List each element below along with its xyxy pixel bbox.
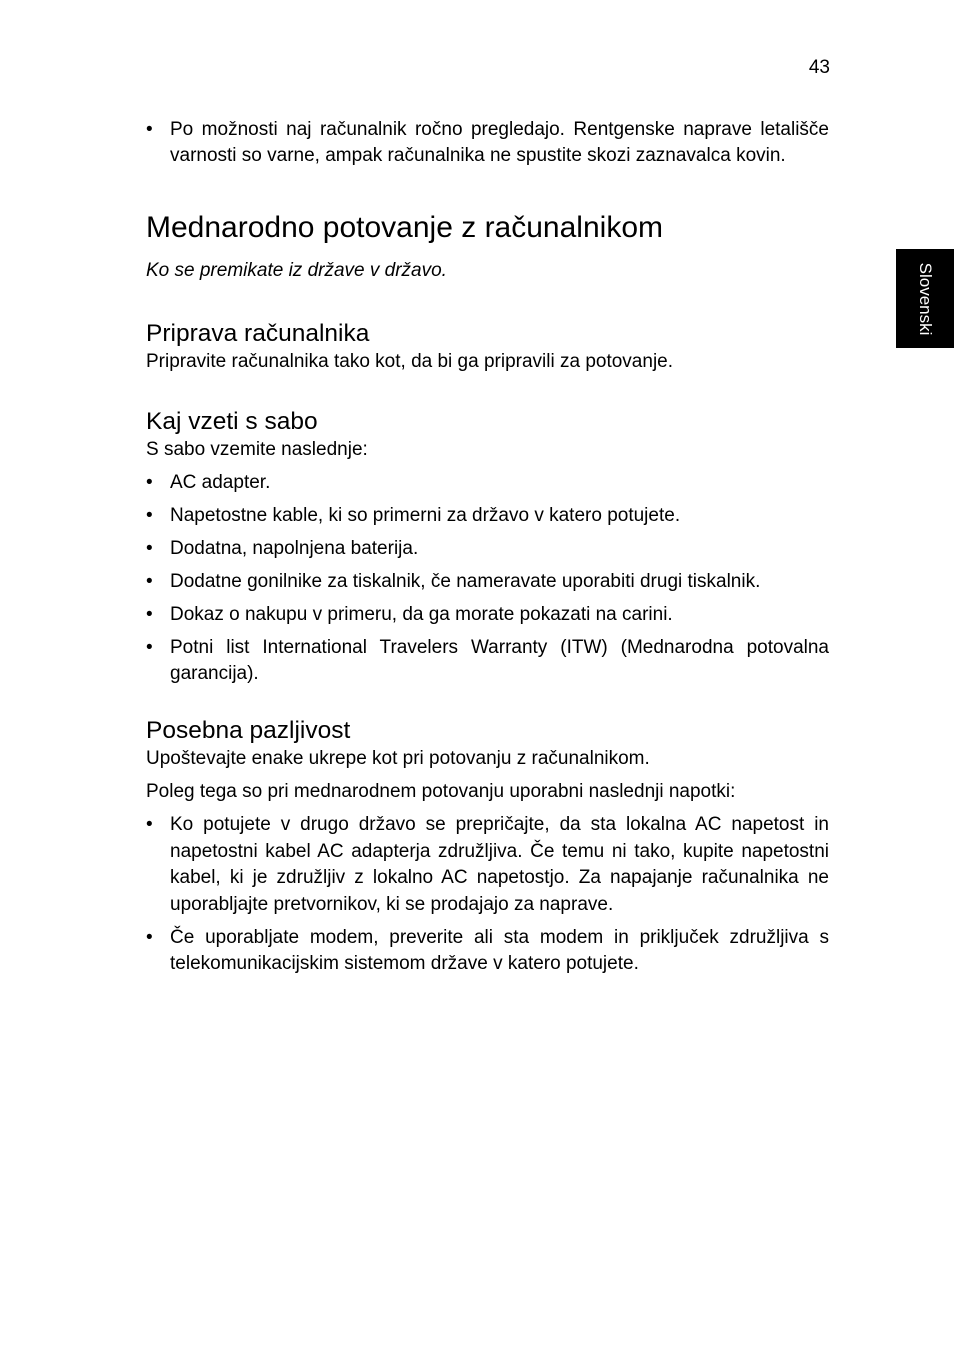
list-item: • Dodatne gonilnike za tiskalnik, če nameravate uporabiti drugi tiskalnik. [146,569,829,595]
section-subtitle: Ko se premikate iz države v državo. [146,259,447,281]
list-item: • Dokaz o nakupu v primeru, da ga morate pokazati na carini. [146,602,829,628]
priprava-text: Pripravite računalnika tako kot, da bi ga pripravili za potovanje. [146,351,674,373]
posebna-para-1: Upoštevajte enake ukrepe kot pri potovanju z računalnikom. [146,748,650,770]
page-number: 43 [808,57,830,78]
list-item: • Potni list International Travelers Warranty (ITW) (Mednarodna potovalna garancija). [146,635,829,688]
posebna-para-2: Poleg tega so pri mednarodnem potovanju uporabni naslednji napotki: [146,781,736,803]
page-content [146,117,829,984]
intro-bullet-list [146,117,829,170]
language-side-tab [896,249,954,348]
posebna-list [146,812,829,977]
list-item: • Po možnosti naj računalnik ročno pregledajo. Rentgenske naprave letališče varnosti so varne, ampak računalnika ne spustite skozi zaznavalca kovin. [146,117,829,170]
list-item: • Dodatna, napolnjena baterija. [146,536,829,562]
heading-priprava: Priprava računalnika [146,320,370,348]
kaj-vzeti-list [146,470,829,688]
list-item: • Če uporabljate modem, preverite ali sta modem in priključek združljiva s telekomunikacijskim sistemom države v katero potujete. [146,925,829,978]
list-item: • Napetostne kable, ki so primerni za državo v katero potujete. [146,503,829,529]
heading-posebna-pazljivost: Posebna pazljivost [146,717,351,745]
list-item: • Ko potujete v drugo državo se prepričajte, da sta lokalna AC napetost in napetostni kabel AC adapterja združljiva. Če temu ni tako, kupite napetostni kabel, ki je združljiv z lokalno AC napetostjo. Za napajanje računalnika ne uporabljajte pretvornikov, ki se prodajajo za naprave. [146,812,829,918]
language-side-tab-label: Slovenski [916,262,935,335]
heading-kaj-vzeti: Kaj vzeti s sabo [146,407,318,435]
section-title: Mednarodno potovanje z računalnikom [146,210,663,244]
list-item: • AC adapter. [146,470,829,496]
kaj-vzeti-intro: S sabo vzemite naslednje: [146,438,368,460]
